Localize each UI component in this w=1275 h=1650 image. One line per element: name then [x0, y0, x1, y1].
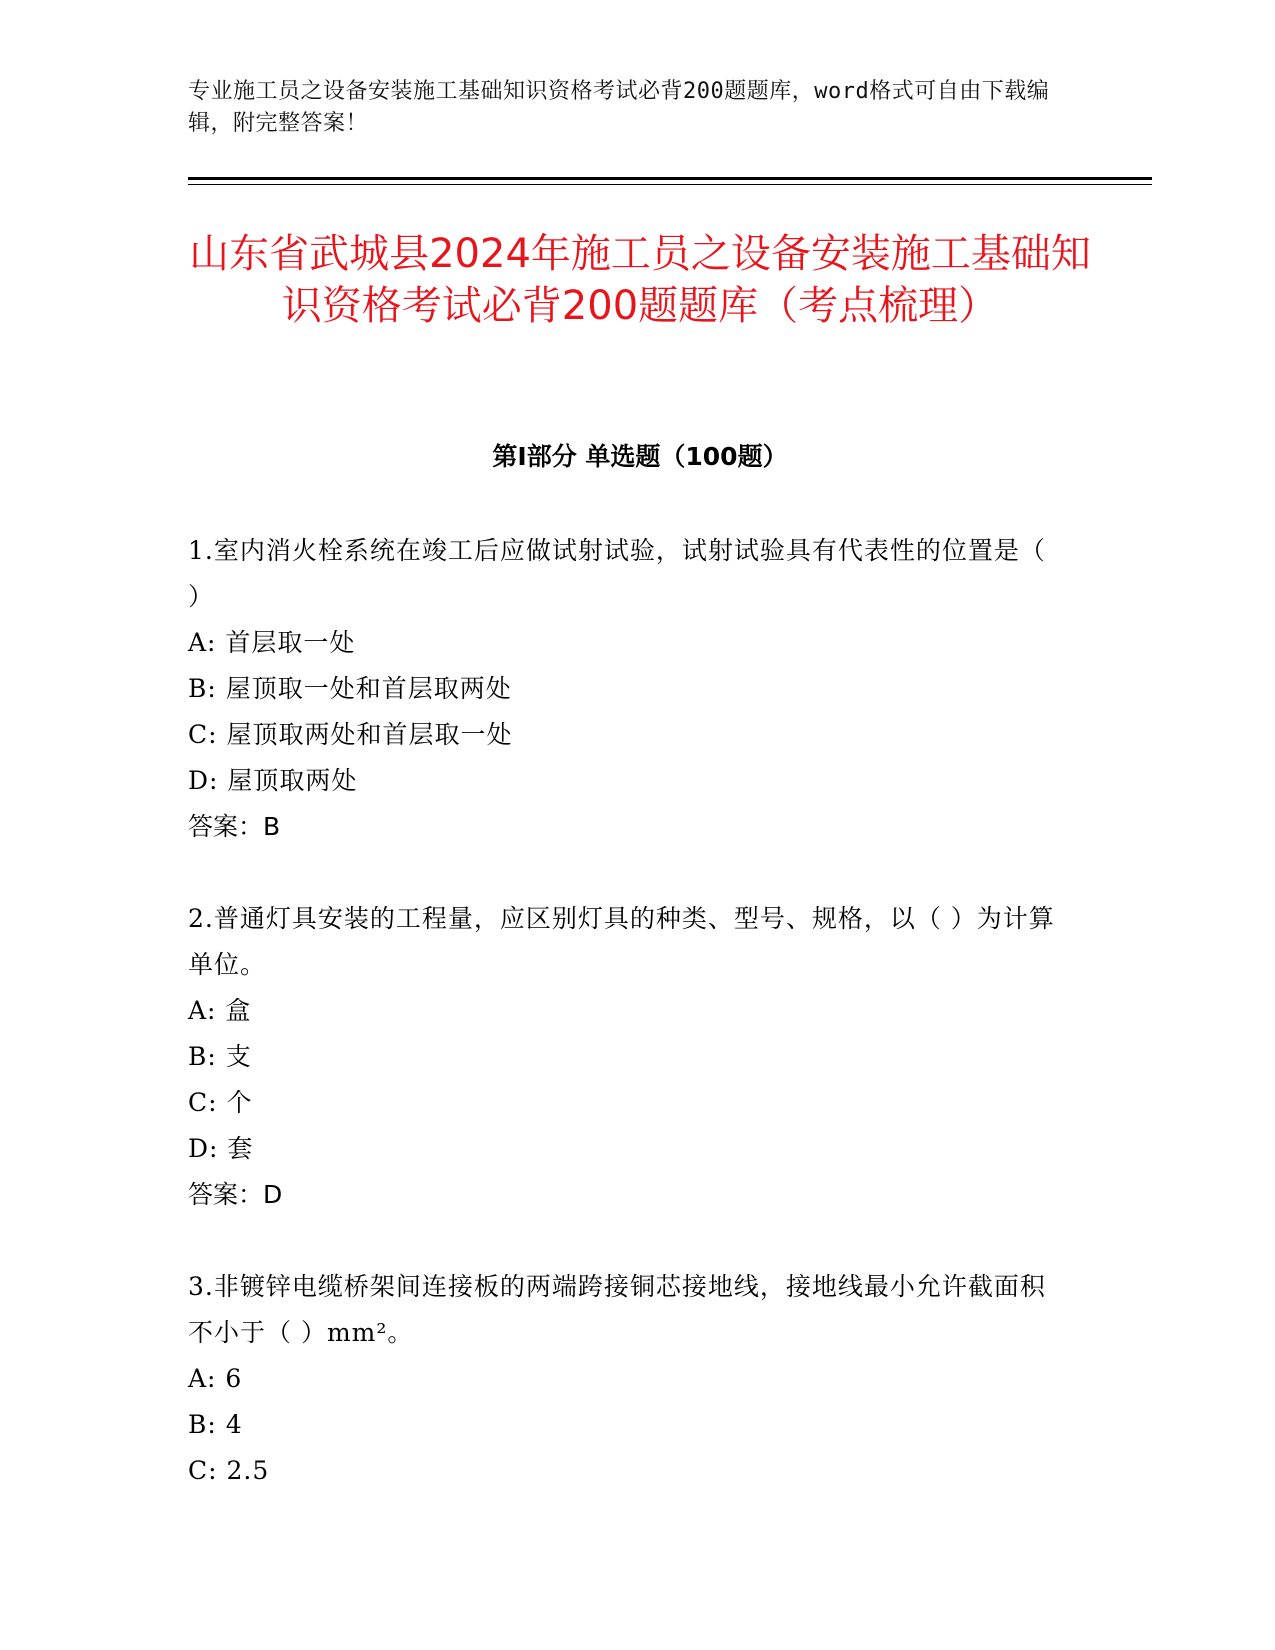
- question-stem: 3.非镀锌电缆桥架间连接板的两端跨接铜芯接地线，接地线最小允许截面积不小于（ ）mm²。: [188, 1272, 1046, 1347]
- option-a: A: 盒: [188, 996, 252, 1025]
- option-b: B: 屋顶取一处和首层取两处: [188, 674, 512, 703]
- document-title: 山东省武城县2024年施工员之设备安装施工基础知识资格考试必背200题题库（考点梳理）: [189, 231, 1091, 329]
- option-a: A: 首层取一处: [188, 628, 356, 657]
- option-d: D: 屋顶取两处: [188, 766, 358, 795]
- option-a: A: 6: [188, 1364, 243, 1393]
- option-b: B: 4: [188, 1410, 243, 1439]
- header-divider-thin: [188, 184, 1152, 185]
- question-2: [188, 896, 1068, 1218]
- option-c: C: 屋顶取两处和首层取一处: [188, 720, 513, 749]
- option-b: B: 支: [188, 1042, 252, 1071]
- header-divider-thick: [188, 177, 1152, 180]
- option-c: C: 个: [188, 1088, 253, 1117]
- section-title: 第I部分 单选题（100题）: [492, 442, 788, 471]
- option-c: C: 2.5: [188, 1456, 270, 1485]
- question-list: [188, 528, 1068, 1540]
- option-d: D: 套: [188, 1134, 254, 1163]
- header-note: 专业施工员之设备安装施工基础知识资格考试必背200题题库，word格式可自由下载编辑，附完整答案！: [188, 79, 1050, 136]
- question-3: [188, 1264, 1068, 1494]
- question-stem: 1.室内消火栓系统在竣工后应做试射试验，试射试验具有代表性的位置是（ ）: [188, 536, 1046, 611]
- answer: 答案：B: [188, 812, 281, 841]
- question-stem: 2.普通灯具安装的工程量，应区别灯具的种类、型号、规格，以（ ）为计算单位。: [188, 904, 1055, 979]
- answer: 答案：D: [188, 1180, 283, 1209]
- question-1: [188, 528, 1068, 850]
